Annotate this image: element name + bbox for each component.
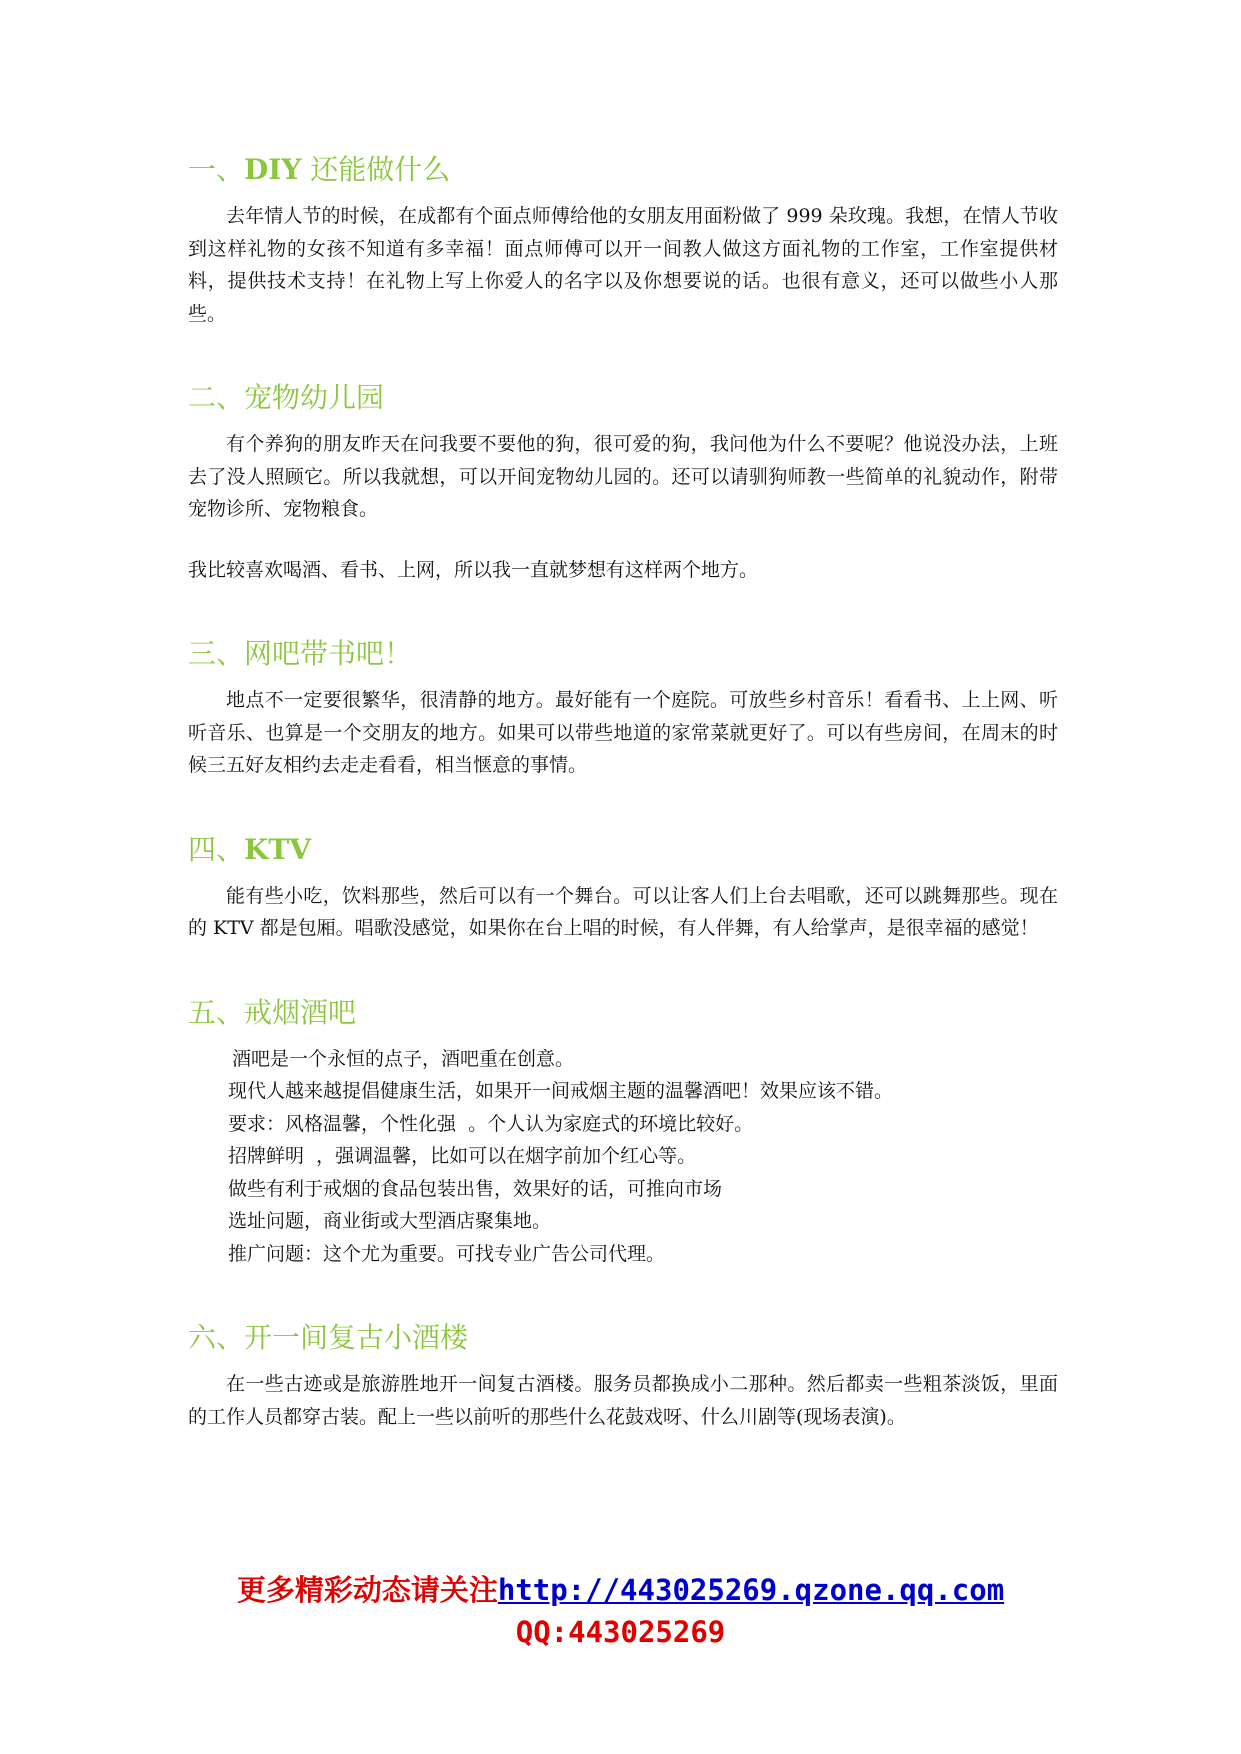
- footer-qq-number: QQ:443025269: [515, 1615, 726, 1649]
- section-netcafe-bookbar: [188, 634, 1058, 782]
- section-heading: 五、戒烟酒吧: [188, 995, 357, 1029]
- section-paragraph: 去年情人节的时候，在成都有个面点师傅给他的女朋友用面粉做了 999 朵玫瑰。我想，在情人节收到这样礼物的女孩不知道有多幸福！面点师傅可以开一间教人做这方面礼物的工作室，工作室提供材料，提供技术支持！在礼物上写上你爱人的名字以及你想要说的话。也很有意义，还可以做些小人那些。: [188, 205, 1058, 325]
- qzone-link[interactable]: http://443025269.qzone.qq.com: [497, 1573, 1005, 1607]
- list-item: 招牌鲜明 ，强调温馨，比如可以在烟字前加个红心等。: [228, 1145, 697, 1167]
- heading-latin: KTV: [244, 832, 311, 866]
- section-heading: 二、宠物幼儿园: [188, 381, 385, 414]
- section-paragraph: 地点不一定要很繁华，很清静的地方。最好能有一个庭院。可放些乡村音乐！看看书、上上网、听听音乐、也算是一个交朋友的地方。如果可以带些地道的家常菜就更好了。可以有些房间，在周末的时候三五好友相约去走走看看，相当惬意的事情。: [188, 689, 1058, 776]
- section-quit-smoking-bar: [188, 993, 1058, 1271]
- list-item: 选址问题，商业街或大型酒店聚集地。: [228, 1210, 552, 1232]
- section-paragraph: 能有些小吃，饮料那些，然后可以有一个舞台。可以让客人们上台去唱歌，还可以跳舞那些。现在的 KTV 都是包厢。唱歌没感觉，如果你在台上唱的时候，有人伴舞，有人给掌声，是很幸福的感觉！: [188, 884, 1058, 939]
- standalone-paragraph: 我比较喜欢喝酒、看书、上网，所以我一直就梦想有这样两个地方。: [188, 558, 759, 581]
- section-paragraph: 有个养狗的朋友昨天在问我要不要他的狗，很可爱的狗，我问他为什么不要呢？他说没办法，上班去了没人照顾它。所以我就想，可以开间宠物幼儿园的。还可以请驯狗师教一些简单的礼貌动作，附带宠物诊所、宠物粮食。: [188, 433, 1058, 520]
- list-item: 要求：风格温馨，个性化强 。个人认为家庭式的环境比较好。: [228, 1112, 754, 1135]
- footer-follow-line: [0, 1570, 1241, 1610]
- list-item: 现代人越来越提倡健康生活，如果开一间戒烟主题的温馨酒吧！效果应该不错。: [228, 1080, 894, 1102]
- section-ktv: [188, 830, 1058, 945]
- heading-prefix: 一、: [188, 153, 245, 186]
- heading-suffix: 还能做什么: [301, 153, 451, 186]
- section-pet-kindergarten: [188, 378, 1058, 526]
- section-heading: [188, 830, 1058, 870]
- list-item: 做些有利于戒烟的食品包装出售，效果好的话，可推向市场: [228, 1177, 723, 1200]
- document-body: [188, 150, 1058, 1433]
- list-item: 酒吧是一个永恒的点子，酒吧重在创意。: [232, 1047, 575, 1070]
- section-diy: [188, 150, 1058, 330]
- section-heading: 六、开一间复古小酒楼: [188, 1321, 469, 1354]
- section-retro-restaurant: [188, 1318, 1058, 1433]
- list-item: 推广问题：这个尤为重要。可找专业广告公司代理。: [228, 1242, 666, 1265]
- heading-prefix: 四、: [188, 832, 245, 866]
- footer: [0, 1570, 1241, 1652]
- footer-prompt: 更多精彩动态请关注: [236, 1573, 498, 1607]
- heading-latin: DIY: [244, 153, 302, 186]
- section-heading: 三、网吧带书吧！: [188, 637, 413, 670]
- section-paragraph: 在一些古迹或是旅游胜地开一间复古酒楼。服务员都换成小二那种。然后都卖一些粗茶淡饭，里面的工作人员都穿古装。配上一些以前听的那些什么花鼓戏呀、什么川剧等(现场表演)。: [188, 1373, 1058, 1428]
- section-heading: [188, 150, 1058, 190]
